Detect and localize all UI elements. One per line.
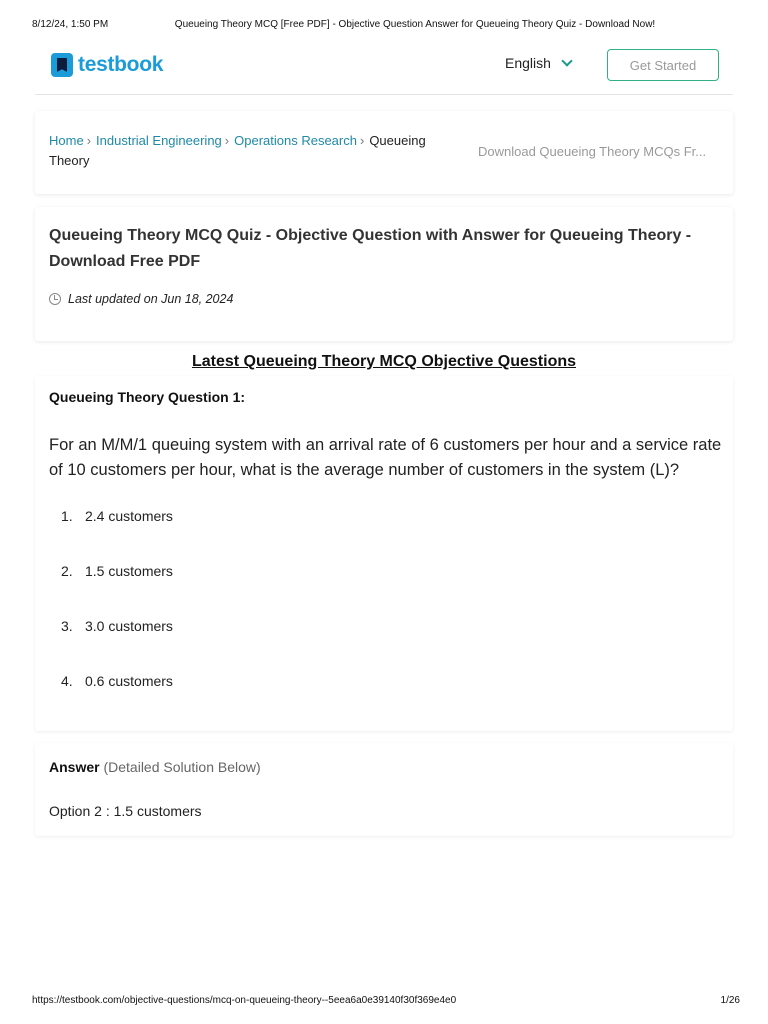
language-selector[interactable]: [505, 55, 571, 71]
answer-value: Option 2 : 1.5 customers: [49, 803, 202, 819]
option-number: 1.: [61, 508, 73, 524]
page-header-card: [35, 207, 733, 341]
print-page-number: 1/26: [720, 995, 740, 1006]
clock-icon: [49, 293, 61, 305]
answer-note: (Detailed Solution Below): [103, 759, 261, 775]
option-item[interactable]: [61, 618, 173, 673]
breadcrumb-industrial-engineering[interactable]: Industrial Engineering: [96, 133, 222, 148]
option-number: 4.: [61, 673, 73, 689]
option-text: 3.0 customers: [85, 618, 173, 634]
breadcrumb-home[interactable]: Home: [49, 133, 84, 148]
breadcrumb-current: Queueing Theory: [49, 133, 426, 168]
answer-card: [35, 743, 733, 836]
question-card: [35, 376, 733, 731]
breadcrumb-separator-icon: ›: [224, 133, 230, 148]
logo-text: testbook: [78, 53, 164, 76]
breadcrumb-separator-icon: ›: [359, 133, 365, 148]
print-datetime: 8/12/24, 1:50 PM: [32, 19, 109, 30]
option-text: 2.4 customers: [85, 508, 173, 524]
section-heading: Latest Queueing Theory MCQ Objective Questions: [191, 353, 577, 370]
option-item[interactable]: [61, 563, 173, 618]
breadcrumb-operations-research[interactable]: Operations Research: [234, 133, 357, 148]
option-item[interactable]: [61, 508, 173, 563]
testbook-logo[interactable]: [51, 52, 163, 78]
download-mcqs-link[interactable]: Download Queueing Theory MCQs Fr...: [478, 144, 707, 159]
question-text: For an M/M/1 queuing system with an arrival rate of 6 customers per hour and a service rate of 10 customers per hour, what is the average number of customers in the system (L)?: [49, 436, 722, 479]
breadcrumb: [49, 131, 439, 171]
option-number: 2.: [61, 563, 73, 579]
breadcrumb-separator-icon: ›: [86, 133, 92, 148]
print-url: https://testbook.com/objective-questions/mcq-on-queueing-theory--5eea6a0e39140f30f369e4e0: [32, 995, 457, 1006]
last-updated: [49, 292, 233, 306]
book-logo-icon: [51, 53, 73, 77]
chevron-down-icon: [561, 55, 572, 66]
language-label: English: [505, 55, 551, 71]
print-page-title: Queueing Theory MCQ [Free PDF] - Objective Question Answer for Queueing Theory Quiz - Download Now!: [174, 19, 656, 30]
option-text: 1.5 customers: [85, 563, 173, 579]
print-footer: [32, 995, 740, 1009]
print-header: [32, 19, 738, 33]
top-navigation-bar: [35, 44, 733, 95]
get-started-button[interactable]: Get Started: [607, 49, 719, 81]
options-list: [61, 508, 173, 728]
question-label: Queueing Theory Question 1:: [49, 389, 246, 405]
option-number: 3.: [61, 618, 73, 634]
last-updated-text: Last updated on Jun 18, 2024: [68, 292, 234, 306]
option-text: 0.6 customers: [85, 673, 173, 689]
option-item[interactable]: [61, 673, 173, 728]
answer-title: Answer: [49, 759, 100, 775]
breadcrumb-card: [35, 111, 733, 194]
page-title: Queueing Theory MCQ Quiz - Objective Question with Answer for Queueing Theory - Download Free PDF: [49, 227, 692, 270]
answer-label: [49, 759, 261, 775]
